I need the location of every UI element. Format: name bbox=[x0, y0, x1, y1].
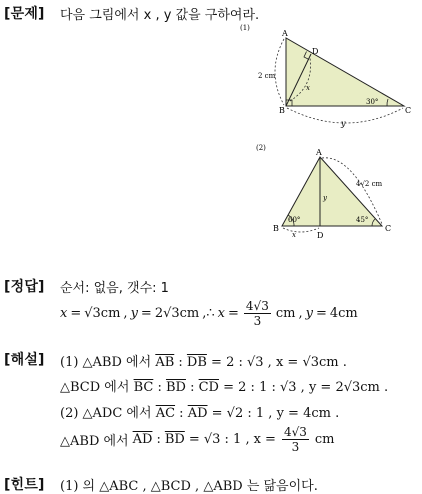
explanation-tag: [해설] bbox=[4, 352, 45, 368]
figure-1 bbox=[236, 20, 422, 130]
l2-seg-bd: $\overline{BD}$ bbox=[165, 380, 186, 395]
figure-2-label: (2) bbox=[256, 144, 266, 152]
l1-result: x = √3cm . bbox=[275, 355, 347, 370]
vertex-c: C bbox=[405, 106, 412, 115]
var-y-2: y bbox=[323, 194, 327, 202]
l3-prefix: (2) △ADC 에서 bbox=[60, 406, 152, 421]
answer-tag: [정답] bbox=[4, 279, 45, 295]
l4-seg-ad: $\overline{AD}$ bbox=[132, 431, 153, 447]
l3-result: y = 4cm . bbox=[276, 406, 340, 421]
answer-x2-den: 3 bbox=[253, 313, 262, 328]
explanation-line1: (1) △ABD 에서 $\overline{AB}$ : $\overline{DB} = 2$ : √3 , x = √3cm . bbox=[60, 355, 347, 370]
l4-x: x = bbox=[253, 431, 276, 447]
l4-seg-bd: $\overline{BD}$ bbox=[164, 431, 185, 447]
var-y: y bbox=[341, 119, 346, 128]
triangle-abc bbox=[286, 38, 404, 106]
l4-fraction bbox=[282, 426, 309, 453]
var-y-ans: y bbox=[130, 305, 138, 321]
angle-c-label: 30° bbox=[366, 98, 379, 106]
side-ab-label: 2 cm bbox=[258, 72, 276, 80]
l1-seg-ab: $\overline{AB}$ bbox=[155, 355, 175, 370]
figure-1-label: (1) bbox=[240, 24, 250, 32]
l2-seg-cd: $\overline{CD}$ bbox=[198, 380, 219, 395]
l2-result: y = 2√3cm . bbox=[308, 380, 389, 395]
var-x-ans2: x bbox=[217, 305, 226, 321]
answer-x2-unit: cm bbox=[275, 305, 296, 321]
answer-line1: 순서: 없음, 갯수: 1 bbox=[60, 281, 169, 296]
l1-prefix: (1) △ABD 에서 bbox=[60, 355, 152, 370]
hint-tag: [힌트] bbox=[4, 477, 45, 493]
hint-text: (1) 의 △ABC , △BCD , △ABD 는 닮음이다. bbox=[60, 479, 318, 494]
l4-num: 4√3 bbox=[283, 424, 307, 439]
var-y-ans2: y bbox=[305, 305, 313, 321]
problem-text: 다음 그림에서 x , y 값을 구하여라. bbox=[60, 8, 260, 23]
l4-ratio: = √3 : 1 , bbox=[188, 431, 250, 447]
vertex-b: B bbox=[279, 106, 285, 115]
side-ac-label: 4√2 cm bbox=[356, 180, 383, 188]
brace-ab bbox=[275, 39, 284, 105]
answer-x1: √3cm bbox=[84, 305, 121, 321]
l2-ratio: = 2 : 1 : √3 , bbox=[223, 380, 305, 395]
angle-b-label: 60° bbox=[288, 216, 301, 224]
l3-seg-ac: $\overline{AC}$ bbox=[155, 406, 176, 421]
answer-y1: 2√3cm bbox=[154, 305, 200, 321]
answer-y2: 4cm bbox=[329, 305, 358, 321]
l4-den: 3 bbox=[291, 439, 300, 454]
vertex-b-2: B bbox=[273, 224, 279, 233]
var-x-2: x bbox=[292, 231, 296, 239]
angle-c-label-2: 45° bbox=[356, 216, 369, 224]
figure-2 bbox=[252, 140, 422, 240]
explanation-line3: (2) △ADC 에서 $\overline{AC}$ : $\overline{AD} = √2$ : 1 , y = 4cm . bbox=[60, 406, 340, 421]
answer-x2-fraction bbox=[244, 300, 271, 327]
l1-ratio: = 2 : √3 , bbox=[211, 355, 272, 370]
problem-tag: [문제] bbox=[4, 6, 45, 22]
vertex-d: D bbox=[312, 47, 319, 56]
var-x-ans: x bbox=[60, 305, 68, 321]
explanation-line2: △BCD 에서 $\overline{BC}$ : $\overline{BD}$ : $\overline{CD} = 2$ : 1 : √3 , y = 2√3cm . bbox=[60, 380, 389, 395]
answer-sep: ,∴ bbox=[202, 305, 215, 321]
l3-ratio: = √2 : 1 , bbox=[211, 406, 273, 421]
l2-seg-bc: $\overline{BC}$ bbox=[133, 380, 154, 395]
explanation-line4: △ABD 에서 $\overline{AD}$ : $\overline{BD}$ = √3 : 1 , x = $\frac{4√3}{3}$ cm bbox=[60, 424, 335, 454]
l1-seg-db: $\overline{DB}$ bbox=[186, 355, 207, 370]
l4-unit: cm bbox=[314, 431, 335, 447]
vertex-a: A bbox=[282, 29, 288, 38]
vertex-d-2: D bbox=[317, 231, 324, 240]
answer-x2-num: 4√3 bbox=[245, 298, 269, 313]
l3-seg-ad: $\overline{AD}$ bbox=[187, 406, 208, 421]
brace-bd-2 bbox=[283, 228, 319, 232]
vertex-a-2: A bbox=[316, 148, 322, 157]
var-x: x bbox=[306, 84, 310, 92]
l2-prefix: △BCD 에서 bbox=[60, 380, 130, 395]
vertex-c-2: C bbox=[385, 224, 392, 233]
answer-line2: x = √3cm , y = 2√3cm ,∴ x = $\frac{4√3}{3}$ cm , y = 4cm bbox=[60, 298, 358, 328]
l4-prefix: △ABD 에서 bbox=[60, 433, 129, 449]
